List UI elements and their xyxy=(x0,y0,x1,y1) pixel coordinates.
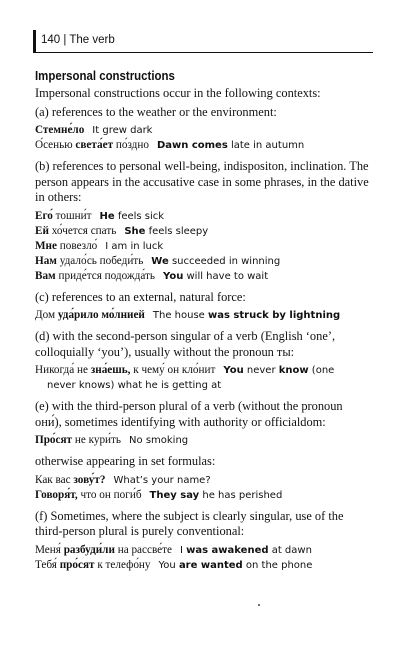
item-c-examples xyxy=(35,308,371,323)
item-b-examples xyxy=(35,209,371,284)
english-translation: They say he has perished xyxy=(149,489,283,501)
print-speck xyxy=(258,604,260,606)
section-heading: Impersonal constructions xyxy=(35,68,175,83)
example-line xyxy=(35,209,371,224)
english-translation: We succeeded in winning xyxy=(151,255,281,267)
russian-phrase: Ей хо́чется спать xyxy=(35,224,117,237)
set-formulas-examples xyxy=(35,473,371,503)
example-line xyxy=(35,123,371,138)
russian-phrase: Вам приде́тся подожда́ть xyxy=(35,269,155,282)
set-formulas-label: otherwise appearing in set formulas: xyxy=(35,454,216,468)
example-line xyxy=(35,433,371,448)
english-translation: I am in luck xyxy=(105,240,164,252)
item-b-label: (b) references to personal well-being, indispositon, inclination. The person appears in the accusative case in some phrases, in the dative in others: xyxy=(35,159,369,204)
running-header xyxy=(41,34,115,46)
english-translation: I was awakened at dawn xyxy=(179,544,312,556)
item-f-label: (f) Sometimes, where the subject is clearly singular, use of the third-person plural is purely conventional: xyxy=(35,508,344,538)
russian-phrase: Стемне́ло xyxy=(35,124,85,136)
russian-phrase: Дом уда́рило мо́лнией xyxy=(35,309,145,321)
english-translation: He feels sick xyxy=(99,210,165,222)
item-d-examples xyxy=(35,363,371,393)
russian-phrase: Про́сят не кури́ть xyxy=(35,434,122,446)
page-body xyxy=(35,62,371,579)
example-continuation xyxy=(35,378,371,393)
english-translation: The house was struck by lightning xyxy=(152,310,341,321)
russian-phrase: Говоря́т, что он поги́б xyxy=(35,488,142,501)
item-e-examples xyxy=(35,433,371,448)
english-translation-continued: never knows) what he is getting at xyxy=(47,380,222,391)
english-translation: What’s your name? xyxy=(113,474,211,486)
russian-phrase: Тебя́ про́сят к телефо́ну xyxy=(35,558,151,571)
example-line xyxy=(35,138,371,153)
english-translation: Dawn comes late in autumn xyxy=(156,140,305,151)
header-bar xyxy=(33,30,36,53)
example-line xyxy=(35,254,371,269)
russian-phrase: Его́ тошни́т xyxy=(35,209,92,222)
russian-phrase: Как вас зову́т? xyxy=(35,473,106,486)
item-e-label: (e) with the third-person plural of a verb (without the pronoun они́), sometimes identifying with authority or officialdom: xyxy=(35,399,343,429)
english-translation: You are wanted on the phone xyxy=(158,559,313,571)
english-translation: You never know (one xyxy=(223,365,335,376)
example-line xyxy=(35,488,371,503)
russian-phrase: Меня́ разбуди́ли на рассве́те xyxy=(35,543,172,556)
item-c-label: (c) references to an external, natural force: xyxy=(35,289,246,304)
russian-phrase: Мне повезло́ xyxy=(35,239,98,252)
example-line xyxy=(35,363,371,378)
page-number: 140 xyxy=(41,34,61,46)
example-line xyxy=(35,558,371,573)
english-translation: No smoking xyxy=(129,435,189,446)
example-line xyxy=(35,543,371,558)
example-line xyxy=(35,269,371,284)
item-f-examples xyxy=(35,543,371,573)
example-line xyxy=(35,308,371,323)
english-translation: You will have to wait xyxy=(163,270,269,282)
item-a-examples xyxy=(35,123,371,153)
header-separator: | xyxy=(63,34,67,46)
item-a-label: (a) references to the weather or the environment: xyxy=(35,104,277,119)
russian-phrase: Нам удало́сь победи́ть xyxy=(35,254,144,267)
example-line xyxy=(35,239,371,254)
example-line xyxy=(35,224,371,239)
item-d-label: (d) with the second-person singular of a verb (English ‘one’, colloquially ‘you’), usually without the pronoun ты: xyxy=(35,329,336,359)
russian-phrase: О́сенью света́ет по́здно xyxy=(35,139,149,151)
chapter-title: The verb xyxy=(69,34,115,46)
example-line xyxy=(35,473,371,488)
header-rule xyxy=(33,52,373,53)
intro-paragraph: Impersonal constructions occur in the following contexts: xyxy=(35,86,321,100)
english-translation: It grew dark xyxy=(92,125,153,136)
english-translation: She feels sleepy xyxy=(124,225,209,237)
russian-phrase: Никогда́ не зна́ешь, к чему́ он кло́нит xyxy=(35,364,216,376)
